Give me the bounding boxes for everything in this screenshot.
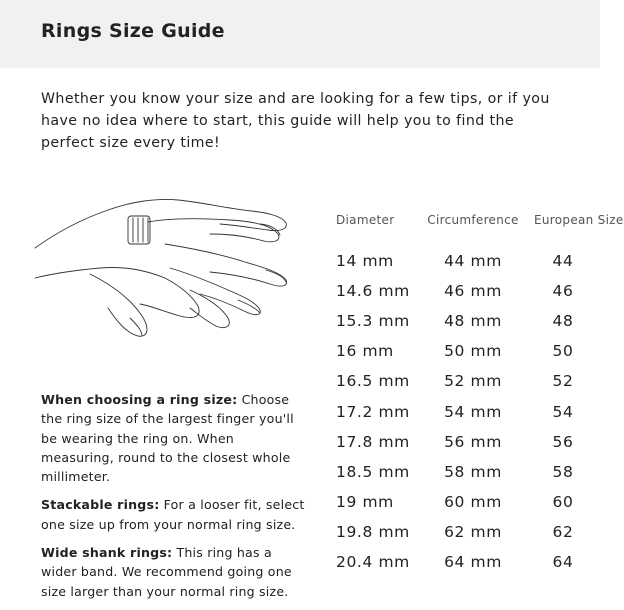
column-header-diameter: Diameter — [336, 213, 395, 227]
diameter-cell: 17.8 mm — [336, 432, 410, 451]
tip-stackable-rings — [41, 495, 311, 534]
tip-text: Choose the ring size of the largest finger you'll be wearing the ring on. When measuring, round to the closest whole millimeter. — [41, 392, 294, 485]
circumference-cell: 54 mm — [444, 402, 502, 421]
tip-text: This ring has a wider band. We recommend going one size larger than your normal ring size. — [41, 545, 292, 599]
european-size-cell: 60 — [552, 492, 574, 511]
circumference-cell: 62 mm — [444, 522, 502, 541]
tip-label: Wide shank rings: — [41, 545, 173, 561]
circumference-cell: 46 mm — [444, 282, 502, 301]
table-row — [330, 487, 598, 517]
european-size-cell: 46 — [552, 282, 574, 301]
diameter-cell: 19 mm — [336, 492, 394, 511]
table-row — [330, 396, 598, 426]
diameter-cell: 14 mm — [336, 252, 394, 271]
circumference-cell: 64 mm — [444, 552, 502, 571]
diameter-cell: 15.3 mm — [336, 312, 410, 331]
page-title: Rings Size Guide — [41, 20, 225, 42]
european-size-cell: 54 — [552, 402, 574, 421]
table-row — [330, 366, 598, 396]
diameter-cell: 17.2 mm — [336, 402, 410, 421]
european-size-cell: 62 — [552, 522, 574, 541]
diameter-cell: 16.5 mm — [336, 372, 410, 391]
diameter-cell: 20.4 mm — [336, 552, 410, 571]
hand-with-ring-illustration — [30, 178, 300, 348]
table-header-row — [330, 212, 598, 246]
circumference-cell: 60 mm — [444, 492, 502, 511]
table-row — [330, 457, 598, 487]
ring-size-tips — [41, 390, 311, 610]
circumference-cell: 48 mm — [444, 312, 502, 331]
circumference-cell: 56 mm — [444, 432, 502, 451]
intro-text: Whether you know your size and are looking for a few tips, or if you have no idea where to start, this guide will help you to find the perfect size every time! — [41, 91, 550, 151]
diameter-cell: 16 mm — [336, 342, 394, 361]
european-size-cell: 56 — [552, 432, 574, 451]
european-size-cell: 52 — [552, 372, 574, 391]
tip-text: For a looser fit, select one size up from your normal ring size. — [41, 497, 305, 532]
european-size-cell: 48 — [552, 312, 574, 331]
circumference-cell: 58 mm — [444, 462, 502, 481]
european-size-cell: 50 — [552, 342, 574, 361]
ring-size-table — [330, 212, 624, 577]
european-size-cell: 64 — [552, 552, 574, 571]
table-row — [330, 427, 598, 457]
table-row — [330, 276, 598, 306]
page-header — [0, 0, 600, 68]
tip-wide-shank-rings — [41, 543, 311, 601]
european-size-cell: 58 — [552, 462, 574, 481]
tip-label: When choosing a ring size: — [41, 392, 238, 407]
column-header-european-size — [528, 212, 624, 246]
table-row — [330, 246, 598, 276]
tip-label: Stackable rings: — [41, 497, 160, 513]
european-size-label: European Size — [534, 213, 624, 227]
column-header-circumference: Circumference — [427, 213, 519, 227]
tip-choosing-size — [41, 390, 311, 486]
circumference-cell: 50 mm — [444, 342, 502, 361]
diameter-cell: 18.5 mm — [336, 462, 410, 481]
table-row — [330, 336, 598, 366]
table-row — [330, 306, 598, 336]
table-row — [330, 517, 598, 547]
circumference-cell: 44 mm — [444, 252, 502, 271]
diameter-cell: 19.8 mm — [336, 522, 410, 541]
diameter-cell: 14.6 mm — [336, 282, 410, 301]
circumference-cell: 52 mm — [444, 372, 502, 391]
european-size-cell: 44 — [552, 252, 574, 271]
table-row — [330, 547, 598, 577]
